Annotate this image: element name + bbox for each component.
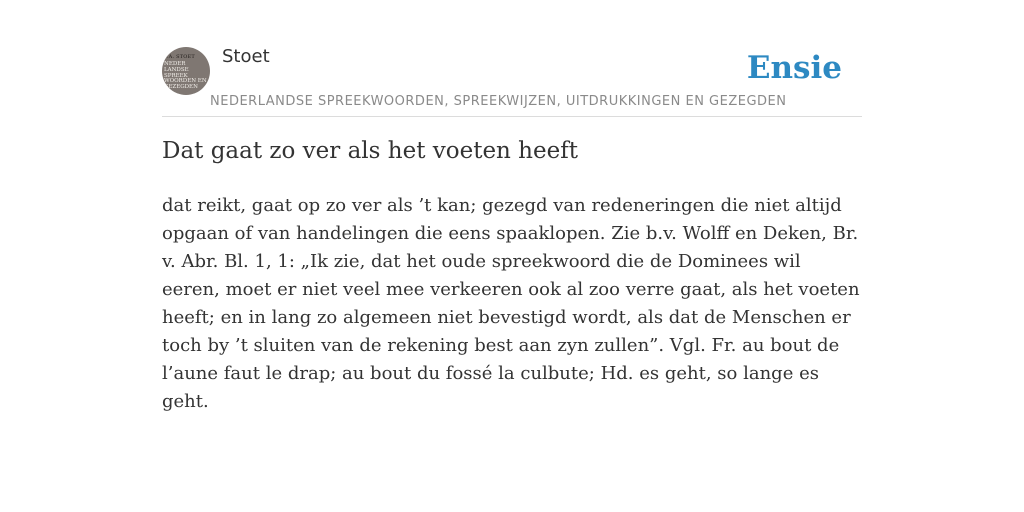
ensie-logo-link[interactable]: Ensie <box>746 50 842 86</box>
entry-title: Dat gaat zo ver als het voeten heeft <box>162 138 578 164</box>
source-header <box>162 44 862 117</box>
avatar-cover-author: F.A. STOET <box>164 54 195 60</box>
source-avatar[interactable] <box>162 47 210 95</box>
source-subtitle: NEDERLANDSE SPREEKWOORDEN, SPREEKWIJZEN, UITDRUKKINGEN EN GEZEGDEN <box>210 94 787 109</box>
source-name-link[interactable]: Stoet <box>222 46 270 67</box>
avatar-cover-title: NEDER LANDSE SPREEK WOORDEN EN GEZEGDEN <box>164 61 207 91</box>
entry-definition: dat reikt, gaat op zo ver als ’t kan; gezegd van redeneringen die niet altijd opgaan of van handelingen die eens spaaklopen. Zie b.v. Wolff en Deken, Br. v. Abr. Bl. 1, 1: „Ik zie, dat het oude spreekwoord die de Dominees wil eeren, moet er niet veel mee verkeeren ook al zoo verre gaat, als het voeten heeft; en in lang zo algemeen niet bevestigd wordt, als dat de Menschen er toch by ’t sluiten van de rekening best aan zyn zullen”. Vgl. Fr. au bout de l’aune faut le drap; au bout du fossé la culbute; Hd. es geht, so lange es geht. <box>162 195 860 412</box>
